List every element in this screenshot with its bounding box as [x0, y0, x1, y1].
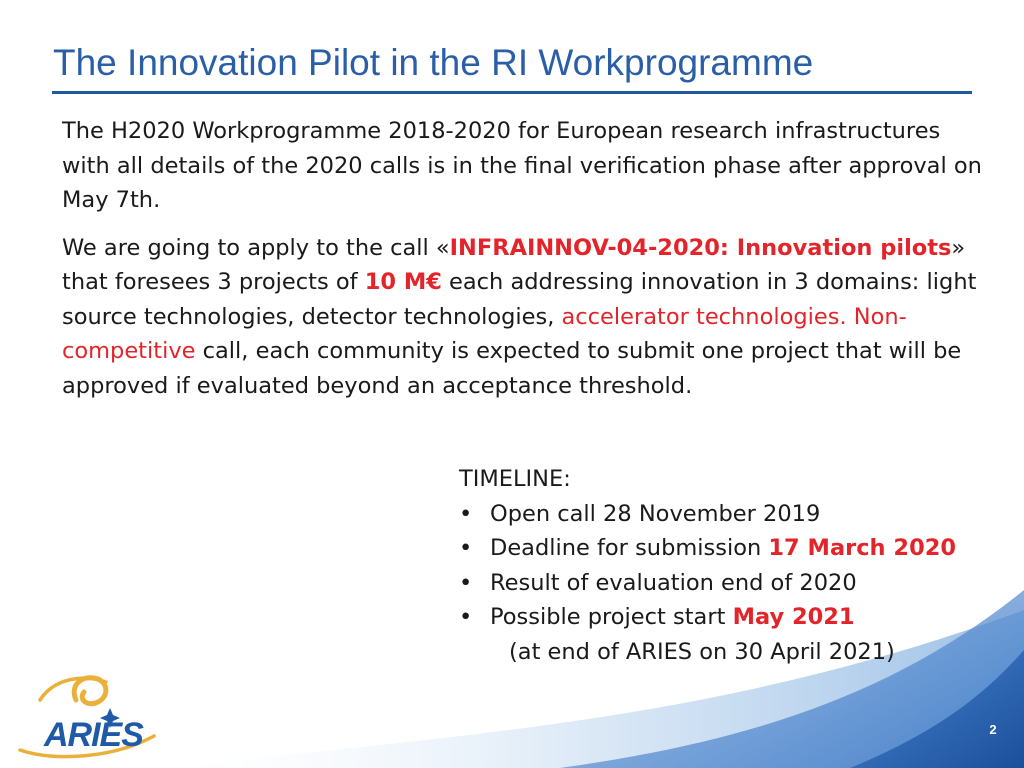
- title-divider: [52, 91, 972, 94]
- slide-title: The Innovation Pilot in the RI Workprogramme: [53, 42, 814, 83]
- timeline-item-deadline: [459, 531, 999, 566]
- non-competitive-label: Non-competitive: [62, 303, 907, 364]
- call-projects-text: » that foresees 3 projects of: [62, 234, 966, 295]
- timeline-item-evaluation: [459, 566, 999, 601]
- timeline: [459, 462, 999, 669]
- call-name: INFRAINNOV-04-2020: Innovation pilots: [449, 234, 952, 261]
- timeline-item-text: Deadline for submission: [490, 535, 769, 561]
- bullet: •: [459, 569, 473, 596]
- bullet: •: [459, 535, 473, 561]
- timeline-item-open-call: [459, 497, 999, 532]
- bullet: •: [459, 500, 473, 527]
- accelerator-technologies: accelerator technologies.: [561, 303, 847, 330]
- timeline-list: [459, 497, 999, 635]
- paragraph-call: [62, 231, 982, 404]
- page-number: 2: [989, 722, 997, 737]
- timeline-item-text: Open call 28 November 2019: [490, 500, 821, 527]
- paragraph-workprogramme: The H2020 Workprogramme 2018-2020 for European research infrastructures with all details of the 2020 calls is in the final verification phase after approval on May 7th.: [62, 118, 982, 213]
- timeline-heading: TIMELINE:: [459, 466, 571, 492]
- logo-text: ARIES: [44, 716, 143, 754]
- project-start-date: May 2021: [732, 604, 855, 630]
- timeline-item-text: Result of evaluation end of 2020: [490, 569, 857, 596]
- bullet: •: [459, 604, 473, 630]
- call-intro-text: We are going to apply to the call «: [62, 234, 450, 261]
- deadline-date: 17 March 2020: [768, 535, 957, 561]
- aries-logo: [14, 670, 164, 760]
- timeline-note: (at end of ARIES on 30 April 2021): [509, 638, 895, 665]
- timeline-item-text: Possible project start: [490, 604, 733, 630]
- body-text: [62, 114, 982, 403]
- funding-amount: 10 M€: [364, 269, 442, 295]
- domains-text: each addressing innovation in 3 domains: light source technologies, detector technologies,: [62, 269, 977, 330]
- space-text: [847, 304, 854, 330]
- call-terms-text: call, each community is expected to submit one project that will be approved if evaluated beyond an acceptance threshold.: [62, 338, 962, 399]
- timeline-item-project-start: [459, 600, 999, 635]
